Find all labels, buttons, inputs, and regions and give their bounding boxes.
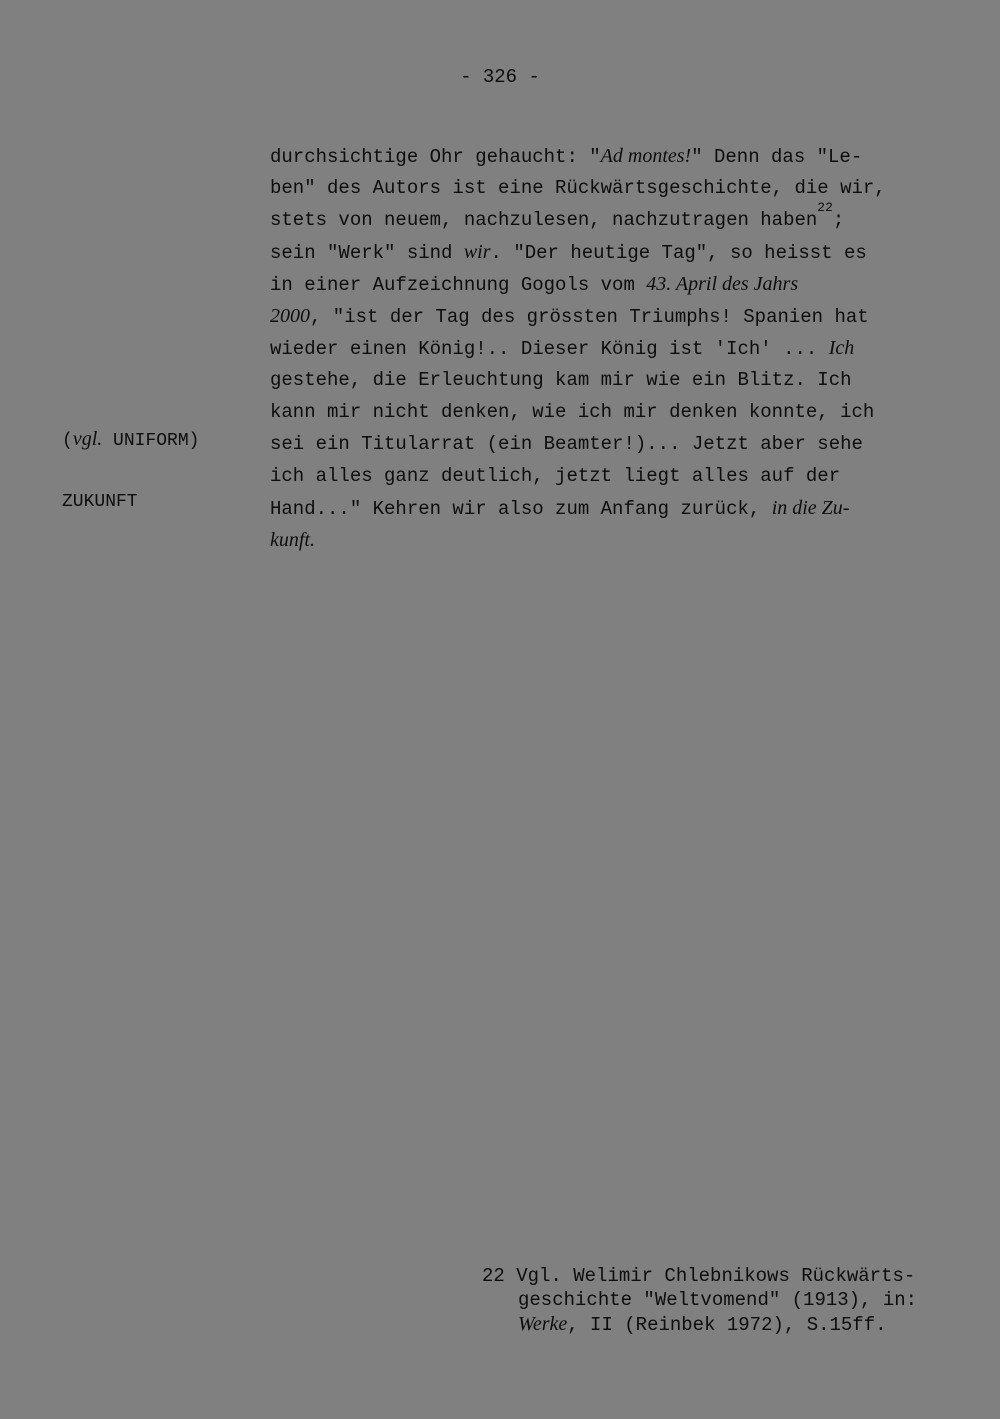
text-segment: sein "Werk" sind bbox=[270, 242, 464, 264]
footnote-reference: 22 bbox=[817, 200, 833, 215]
text-line bbox=[270, 492, 920, 524]
margin-note-vgl: vgl. bbox=[72, 428, 103, 450]
main-text-block bbox=[270, 140, 920, 556]
italic-text: Ich bbox=[828, 337, 855, 359]
text-segment: gestehe, die Erleuchtung kam mir wie ein Blitz. Ich bbox=[270, 369, 852, 391]
text-segment: , "ist der Tag des grössten Triumphs! Spanien hat bbox=[310, 306, 869, 328]
text-segment: ich alles ganz deutlich, jetzt liegt alles auf der bbox=[270, 465, 841, 487]
text-line bbox=[270, 200, 920, 236]
text-segment: geschichte "Weltvomend" (1913), in: bbox=[518, 1289, 918, 1311]
text-segment: 22 Vgl. Welimir Chlebnikows Rückwärts- bbox=[482, 1265, 916, 1287]
text-segment: " Denn das "Le- bbox=[691, 146, 863, 168]
text-segment: kann mir nicht denken, wie ich mir denken konnte, ich bbox=[270, 401, 875, 423]
margin-note-uniform bbox=[62, 428, 199, 451]
text-line bbox=[270, 428, 920, 460]
text-line bbox=[270, 396, 920, 428]
text-segment: durchsichtige Ohr gehaucht: " bbox=[270, 146, 601, 168]
page-number: - 326 - bbox=[460, 66, 540, 88]
margin-note-uniform-text: UNIFORM) bbox=[102, 431, 200, 451]
text-segment: wieder einen König!.. Dieser König ist 'Ich' ... bbox=[270, 338, 829, 360]
italic-text: 2000 bbox=[270, 305, 310, 327]
italic-text: 43. April des Jahrs bbox=[646, 273, 799, 295]
footnote-line bbox=[482, 1264, 962, 1288]
text-segment: ben" des Autors ist eine Rückwärtsgeschichte, die wir, bbox=[270, 177, 886, 199]
text-segment: . "Der heutige Tag", so heisst es bbox=[490, 242, 867, 264]
footnote-line bbox=[482, 1288, 962, 1312]
text-line bbox=[270, 268, 920, 300]
text-segment: stets von neuem, nachzulesen, nachzutragen haben bbox=[270, 209, 818, 231]
text-line bbox=[270, 524, 920, 556]
italic-text: Ad montes! bbox=[600, 145, 692, 167]
text-segment: sei ein Titularrat (ein Beamter!)... Jetzt aber sehe bbox=[270, 433, 863, 455]
italic-text: wir bbox=[463, 241, 491, 263]
italic-text: in die Zu- bbox=[771, 497, 850, 519]
text-segment: ; bbox=[832, 209, 845, 231]
text-line bbox=[270, 236, 920, 268]
text-segment: , II (Reinbek 1972), S.15ff. bbox=[567, 1314, 887, 1336]
italic-text: Werke bbox=[518, 1313, 568, 1335]
text-line bbox=[270, 140, 920, 172]
footnote-line bbox=[482, 1312, 962, 1336]
text-segment: in einer Aufzeichnung Gogols vom bbox=[270, 274, 647, 296]
margin-note-open-paren: ( bbox=[62, 431, 73, 451]
text-segment: Hand..." Kehren wir also zum Anfang zurück, bbox=[270, 498, 772, 520]
text-line bbox=[270, 364, 920, 396]
footnote-block bbox=[482, 1264, 962, 1336]
margin-note-zukunft: ZUKUNFT bbox=[62, 492, 138, 512]
text-line bbox=[270, 460, 920, 492]
text-line bbox=[270, 300, 920, 332]
text-line bbox=[270, 332, 920, 364]
italic-text: kunft. bbox=[270, 529, 315, 551]
